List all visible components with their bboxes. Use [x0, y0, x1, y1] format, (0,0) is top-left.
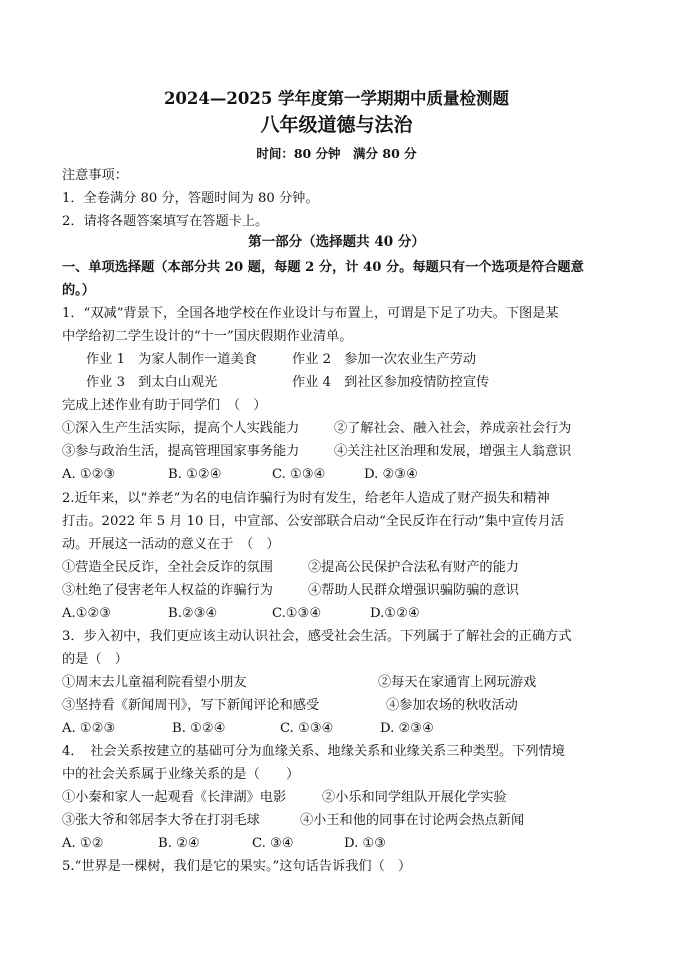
q2-stem-line3: 动。开展这一活动的意义在于 （ ） — [62, 537, 280, 552]
q5-stem-line1: 5.“世界是一棵树，我们是它的果实。”这句话告诉我们（ ） — [62, 859, 412, 874]
q2-stem-line2: 打击。2022 年 5 月 10 日，中宣部、公安部联合启动“全民反诈在行动”集中宣传月活 — [62, 514, 564, 529]
q4-stem-line2: 中的社会关系属于业缘关系的是（ ） — [62, 767, 300, 782]
q1-choice-a: A. ①②③ — [62, 467, 116, 482]
q4-choice-b: B. ②④ — [158, 836, 200, 851]
q2-choice-a: A.①②③ — [62, 606, 112, 621]
q3-statement-3: ③坚持看《新闻周刊》，写下新闻评论和感受 — [62, 698, 320, 713]
q2-statement-3: ③杜绝了侵害老年人权益的诈骗行为 — [62, 583, 273, 598]
q1-statement-2: ②了解社会、融入社会，养成亲社会行为 — [334, 421, 572, 436]
q3-choice-d: D. ②③④ — [380, 721, 434, 736]
section-heading-line1: 一、单项选择题（本部分共 20 题，每题 2 分，计 40 分。每题只有一个选项是符合题意 — [62, 260, 584, 275]
q1-statement-4: ④关注社区治理和发展，增强主人翁意识 — [334, 444, 572, 459]
q2-statement-1: ①营造全民反诈，全社会反诈的氛围 — [62, 560, 273, 575]
q3-statement-1: ①周末去儿童福利院看望小朋友 — [62, 675, 247, 690]
q3-choice-a: A. ①②③ — [62, 721, 116, 736]
q1-homework-1: 作业 1 为家人制作一道美食 — [86, 352, 257, 367]
q1-homework-4: 作业 4 到社区参加疫情防控宣传 — [292, 375, 490, 390]
q3-choice-c: C. ①③④ — [280, 721, 334, 736]
exam-title: 2024—2025 学年度第一学期期中质量检测题 — [163, 89, 510, 108]
notes-heading: 注意事项： — [62, 168, 128, 183]
q2-choice-b: B.②③④ — [168, 606, 218, 621]
q2-statement-4: ④帮助人民群众增强识骗防骗的意识 — [308, 583, 519, 598]
q4-choice-c: C. ③④ — [252, 836, 294, 851]
exam-subject: 八年级道德与法治 — [260, 114, 413, 136]
note-item-2: 2．请将各题答案填写在答题卡上。 — [62, 214, 269, 229]
q4-choice-d: D. ①③ — [344, 836, 387, 851]
q4-stem-line1: 4． 社会关系按建立的基础可分为血缘关系、地缘关系和业缘关系三种类型。下列情境 — [62, 744, 565, 759]
q2-choice-c: C.①③④ — [272, 606, 322, 621]
q4-statement-4: ④小王和他的同事在讨论两会热点新闻 — [300, 813, 525, 828]
q4-statement-3: ③张大爷和邻居李大爷在打羽毛球 — [62, 813, 260, 828]
q1-ask: 完成上述作业有助于同学们 （ ） — [62, 398, 267, 413]
q1-statement-3: ③参与政治生活，提高管理国家事务能力 — [62, 444, 300, 459]
q3-statement-4: ④参加农场的秋收活动 — [386, 698, 518, 713]
q1-choice-c: C. ①③④ — [272, 467, 326, 482]
q2-statement-2: ②提高公民保护合法私有财产的能力 — [308, 560, 519, 575]
q1-stem-line1: 1．“双减”背景下，全国各地学校在作业设计与布置上，可谓是下足了功夫。下图是某 — [62, 306, 559, 321]
q1-statement-1: ①深入生产生活实际，提高个人实践能力 — [62, 421, 300, 436]
q3-stem-line2: 的是（ ） — [62, 652, 128, 667]
q1-homework-3: 作业 3 到太白山观光 — [86, 375, 218, 390]
q4-statement-1: ①小秦和家人一起观看《长津湖》电影 — [62, 790, 287, 805]
q3-stem-line1: 3．步入初中，我们更应该主动认识社会，感受社会生活。下列属于了解社会的正确方式 — [62, 629, 572, 644]
section-heading-line2: 的。） — [62, 283, 95, 298]
q2-choice-d: D.①②④ — [370, 606, 420, 621]
q1-homework-2: 作业 2 参加一次农业生产劳动 — [292, 352, 477, 367]
q1-choice-d: D. ②③④ — [364, 467, 418, 482]
q4-statement-2: ②小乐和同学组队开展化学实验 — [322, 790, 507, 805]
part1-title: 第一部分（选择题共 40 分） — [248, 234, 425, 250]
q1-stem-line2: 中学给初二学生设计的“十一”国庆假期作业清单。 — [62, 329, 353, 344]
exam-time-score: 时间：80 分钟 满分 80 分 — [256, 146, 417, 161]
q3-choice-b: B. ①②④ — [172, 721, 226, 736]
q3-statement-2: ②每天在家通宵上网玩游戏 — [378, 675, 537, 690]
q2-stem-line1: 2.近年来，以“养老”为名的电信诈骗行为时有发生，给老年人造成了财产损失和精神 — [62, 491, 550, 506]
q1-choice-b: B. ①②④ — [168, 467, 222, 482]
note-item-1: 1．全卷满分 80 分，答题时间为 80 分钟。 — [62, 191, 319, 206]
q4-choice-a: A. ①② — [62, 836, 104, 851]
